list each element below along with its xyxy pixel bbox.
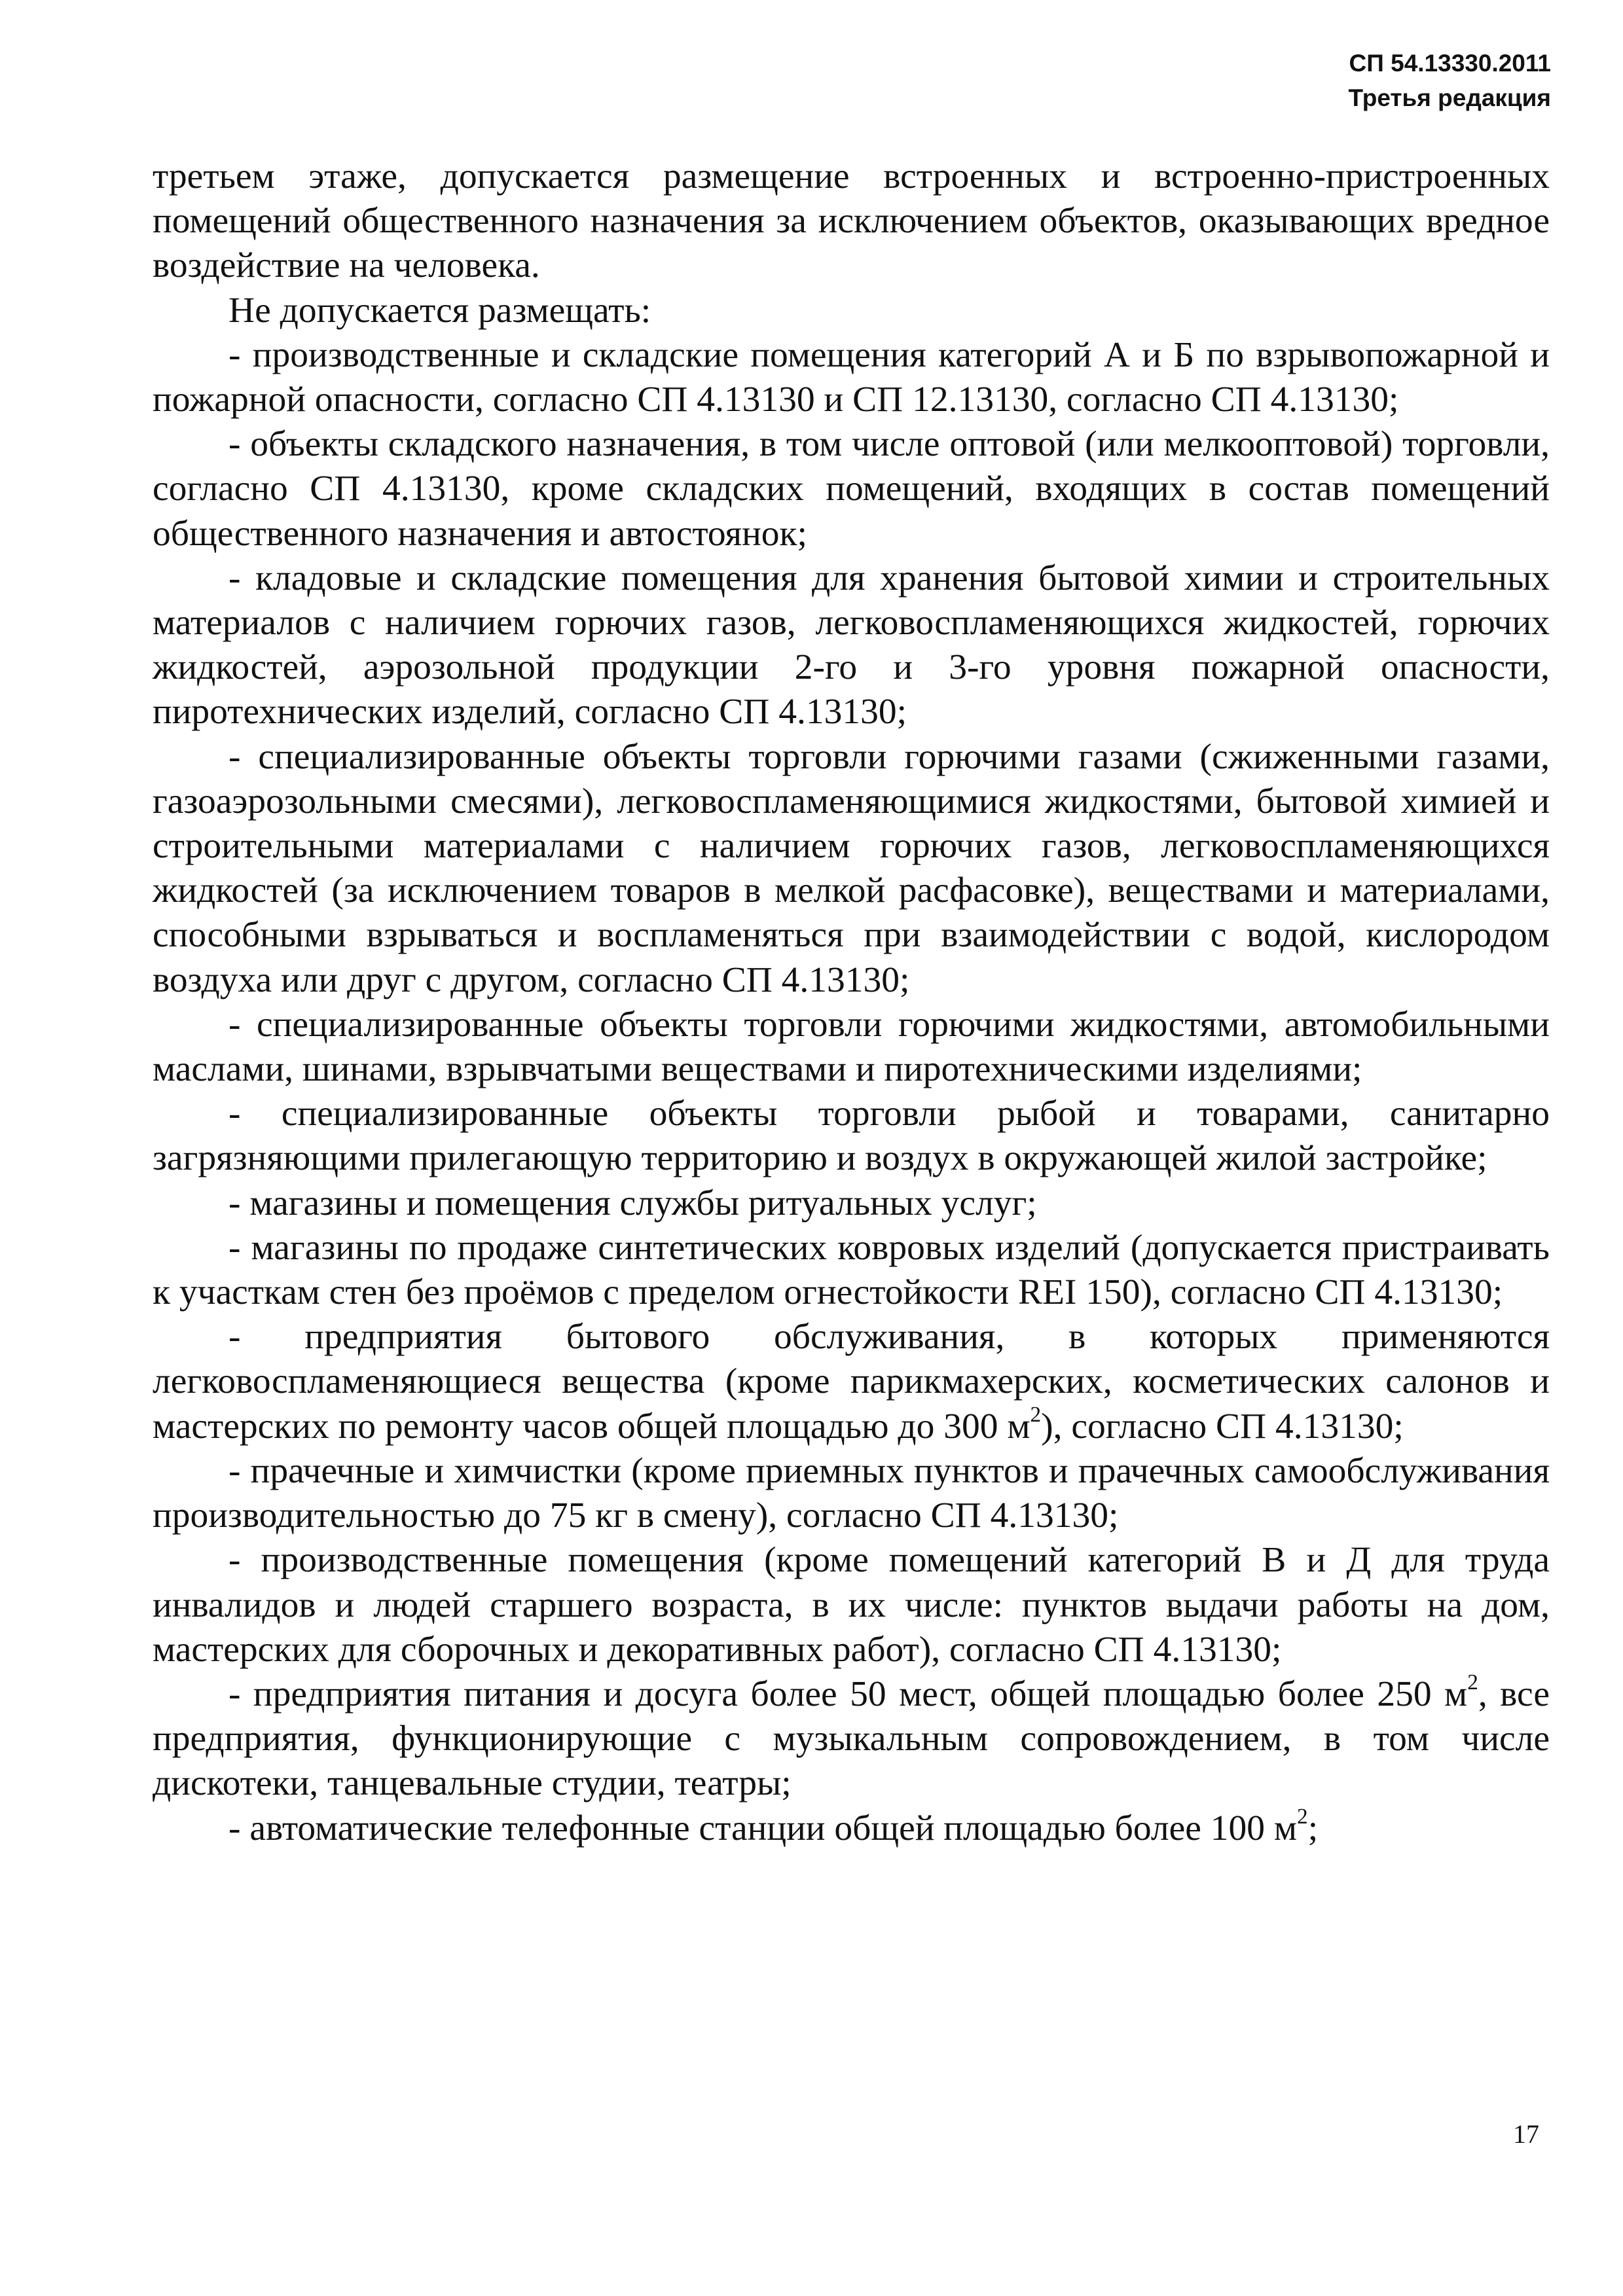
list-item: - специализированные объекты торговли рыбой и товарами, санитарно загрязняющими прилегающую территорию и воздух в окружающей жилой застройке; <box>153 1094 1550 1179</box>
superscript: 2 <box>1030 1402 1042 1427</box>
list-item: - кладовые и складские помещения для хранения бытовой химии и строительных материалов с наличием горючих газов, легковоспламеняющихся жидкостей, горючих жидкостей, аэрозольной продукции 2-го и 3-го уровня пожарной опасности, пиротехнических изделий, согласно СП 4.13130; <box>153 558 1550 732</box>
list-item <box>153 1315 1550 1449</box>
document-edition: Третья редакция <box>1348 84 1551 111</box>
prohibited-heading: Не допускается размещать: <box>228 290 651 331</box>
list-item-text: - предприятия бытового обслуживания, в которых применяются легковоспламеняющиеся вещества (кроме парикмахерских, косметических салонов и мастерских по ремонту часов общей площадью до 300 м <box>153 1317 1550 1446</box>
list-item: - прачечные и химчистки (кроме приемных пунктов и прачечных самообслуживания производительностью до 75 кг в смену), согласно СП 4.13130; <box>153 1450 1550 1536</box>
document-header <box>1349 46 1551 115</box>
list-item: - объекты складского назначения, в том числе оптовой (или мелкооптовой) торговли, согласно СП 4.13130, кроме складских помещений, входящих в состав помещений общественного назначения и автостоянок; <box>153 424 1550 554</box>
superscript: 2 <box>1467 1670 1478 1695</box>
list-item-text: - предприятия питания и досуга более 50 мест, общей площадью более 250 м <box>228 1674 1468 1714</box>
list-item: - специализированные объекты торговли горючими газами (сжиженными газами, газоаэрозольными смесями), легковоспламеняющимися жидкостями, бытовой химией и строительными материалами с наличием горючих газов, легковоспламеняющихся жидкостей (за исключением товаров в мелкой расфасовке), веществами и материалами, способными взрываться и воспламеняться при взаимодействии с водой, кислородом воздуха или друг с другом, согласно СП 4.13130; <box>153 736 1550 1000</box>
intro-paragraph: третьем этаже, допускается размещение встроенных и встроенно-пристроенных помещений общественного назначения за исключением объектов, оказывающих вредное воздействие на человека. <box>153 156 1550 286</box>
page-number: 17 <box>1513 2119 1539 2149</box>
document-code: СП 54.13330.2011 <box>1349 50 1551 77</box>
list-item: - магазины по продаже синтетических ковровых изделий (допускается пристраивать к участкам стен без проёмов с пределом огнестойкости REI 150), согласно СП 4.13130; <box>153 1227 1550 1313</box>
list-item: - производственные помещения (кроме помещений категорий В и Д для труда инвалидов и людей старшего возраста, в их числе: пунктов выдачи работы на дом, мастерских для сборочных и декоративных работ), согласно СП 4.13130; <box>153 1540 1550 1670</box>
document-body <box>153 154 1550 1851</box>
superscript: 2 <box>1297 1804 1308 1829</box>
list-item-text: , все предприятия, функционирующие с музыкальным сопровождением, в том числе дискотеки, танцевальные студии, театры; <box>153 1674 1550 1804</box>
list-item-text: - автоматические телефонные станции общей площадью более 100 м <box>228 1808 1298 1848</box>
list-item-text: ; <box>1307 1808 1319 1848</box>
list-item: - магазины и помещения службы ритуальных услуг; <box>228 1183 1037 1223</box>
list-item: - производственные и складские помещения категорий А и Б по взрывопожарной и пожарной опасности, согласно СП 4.13130 и СП 12.13130, согласно СП 4.13130; <box>153 334 1550 420</box>
list-item <box>153 1672 1550 1806</box>
list-item <box>153 1806 1550 1851</box>
list-item: - специализированные объекты торговли горючими жидкостями, автомобильными маслами, шинами, взрывчатыми веществами и пиротехническими изделиями; <box>153 1004 1550 1090</box>
list-item-text: ), согласно СП 4.13130; <box>1041 1406 1404 1446</box>
